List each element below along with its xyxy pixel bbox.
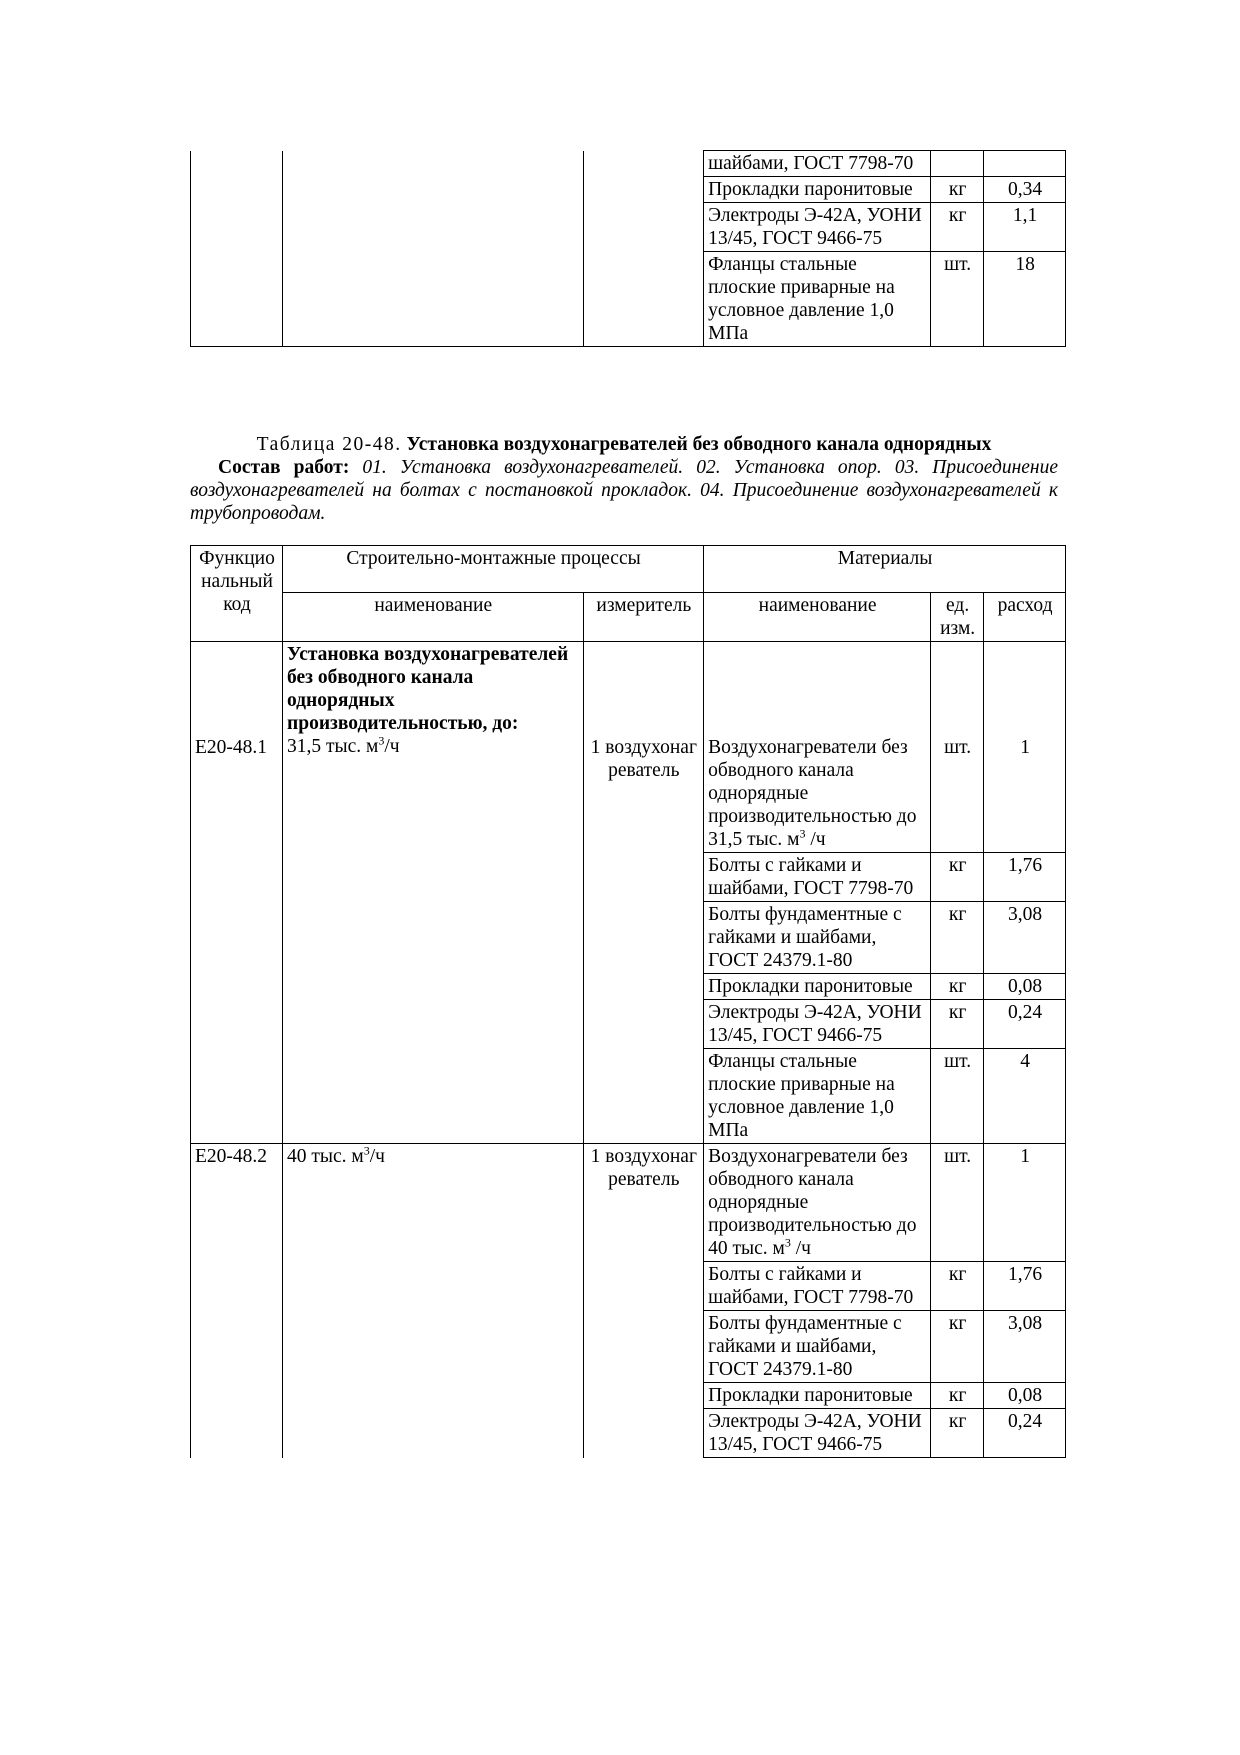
header-mat-unit: ед. изм. — [931, 593, 984, 642]
table-row — [191, 203, 1066, 252]
material-qty: 3,08 — [984, 902, 1066, 974]
material-unit: шт. — [931, 642, 984, 853]
table-title-text: Установка воздухонагревателей без обводного канала однорядных — [406, 434, 992, 455]
table-row — [191, 642, 1066, 853]
header-func-code: Функциональный код — [191, 546, 283, 642]
material-qty: 0,08 — [984, 974, 1066, 1000]
continuation-table — [190, 150, 1066, 347]
material-unit — [931, 151, 984, 177]
table-row — [191, 177, 1066, 203]
material-name: Болты фундаментные с гайками и шайбами, ГОСТ 24379.1-80 — [704, 902, 931, 974]
material-unit: кг — [931, 1409, 984, 1458]
material-qty: 1,1 — [984, 203, 1066, 252]
item-code: Е20-48.2 — [191, 1144, 283, 1458]
material-unit: шт. — [931, 1144, 984, 1262]
material-qty: 3,08 — [984, 1311, 1066, 1383]
header-proc-meter: измеритель — [583, 593, 704, 642]
material-name: Болты с гайками и шайбами, ГОСТ 7798-70 — [704, 853, 931, 902]
composition-text: 01. Установка воздухонагревателей. 02. Установка опор. 03. Присоединение воздухонагревателей на болтах с постановкой прокладок. 04. Присоединение воздухонагревателей к трубопроводам. — [190, 457, 1058, 524]
material-qty: 1 — [984, 1144, 1066, 1262]
material-name: шайбами, ГОСТ 7798-70 — [704, 151, 931, 177]
material-unit: кг — [931, 1383, 984, 1409]
main-table — [190, 545, 1066, 1458]
material-unit: кг — [931, 974, 984, 1000]
material-name: Прокладки паронитовые — [704, 974, 931, 1000]
material-name: Прокладки паронитовые — [704, 177, 931, 203]
header-proc-name: наименование — [282, 593, 583, 642]
material-name: Болты фундаментные с гайками и шайбами, ГОСТ 24379.1-80 — [704, 1311, 931, 1383]
material-qty: 4 — [984, 1049, 1066, 1144]
table-row — [191, 252, 1066, 347]
material-qty: 0,24 — [984, 1000, 1066, 1049]
material-unit: кг — [931, 902, 984, 974]
material-unit: шт. — [931, 1049, 984, 1144]
material-qty: 1 — [984, 642, 1066, 853]
item-capacity: 40 тыс. $м^3/ч$ — [286, 1143, 385, 1167]
material-qty: 0,34 — [984, 177, 1066, 203]
material-unit: кг — [931, 203, 984, 252]
material-qty: 0,24 — [984, 1409, 1066, 1458]
item-meter: 1 воздухонагреватель — [583, 642, 704, 1144]
material-name: Электроды Э-42А, УОНИ 13/45, ГОСТ 9466-75 — [704, 1409, 931, 1458]
header-mat-name: наименование — [704, 593, 931, 642]
material-unit: кг — [931, 1262, 984, 1311]
work-composition — [190, 456, 1058, 525]
composition-label: Состав работ: — [218, 457, 350, 478]
header-row — [191, 593, 1066, 642]
material-qty: 1,76 — [984, 1262, 1066, 1311]
material-name: Воздухонагреватели без обводного канала однорядные производительностью до 40 тыс. $м^3$ /ч — [704, 1144, 931, 1262]
table-title — [190, 433, 1058, 456]
material-qty — [984, 151, 1066, 177]
item-code: Е20-48.1 — [191, 642, 283, 1144]
material-name: Болты с гайками и шайбами, ГОСТ 7798-70 — [704, 1262, 931, 1311]
item-description — [282, 1144, 583, 1458]
material-name: Электроды Э-42А, УОНИ 13/45, ГОСТ 9466-75 — [704, 203, 931, 252]
item-description — [282, 642, 583, 1144]
header-materials: Материалы — [704, 546, 1066, 593]
material-name: Прокладки паронитовые — [704, 1383, 931, 1409]
material-unit: кг — [931, 853, 984, 902]
material-unit: шт. — [931, 252, 984, 347]
header-row — [191, 546, 1066, 593]
material-qty: 18 — [984, 252, 1066, 347]
item-capacity: 31,5 тыс. $м^3/ч$ — [286, 733, 400, 757]
item-meter: 1 воздухонагреватель — [583, 1144, 704, 1458]
table-number: Таблица 20-48. — [256, 434, 402, 455]
table-row — [191, 151, 1066, 177]
material-name: Фланцы стальные плоские приварные на условное давление 1,0 МПа — [704, 252, 931, 347]
table-caption — [190, 433, 1058, 525]
section-heading: Установка воздухонагревателей без обводного канала однорядных производительностью, до: — [286, 644, 569, 734]
material-unit: кг — [931, 1311, 984, 1383]
header-processes: Строительно-монтажные процессы — [282, 546, 703, 593]
table-row — [191, 1144, 1066, 1262]
material-qty: 0,08 — [984, 1383, 1066, 1409]
material-name: Фланцы стальные плоские приварные на условное давление 1,0 МПа — [704, 1049, 931, 1144]
material-unit: кг — [931, 177, 984, 203]
material-name: Электроды Э-42А, УОНИ 13/45, ГОСТ 9466-75 — [704, 1000, 931, 1049]
material-unit: кг — [931, 1000, 984, 1049]
material-qty: 1,76 — [984, 853, 1066, 902]
material-name: Воздухонагреватели без обводного канала однорядные производительностью до 31,5 тыс. $м^3$ /ч — [704, 642, 931, 853]
header-mat-qty: расход — [984, 593, 1066, 642]
